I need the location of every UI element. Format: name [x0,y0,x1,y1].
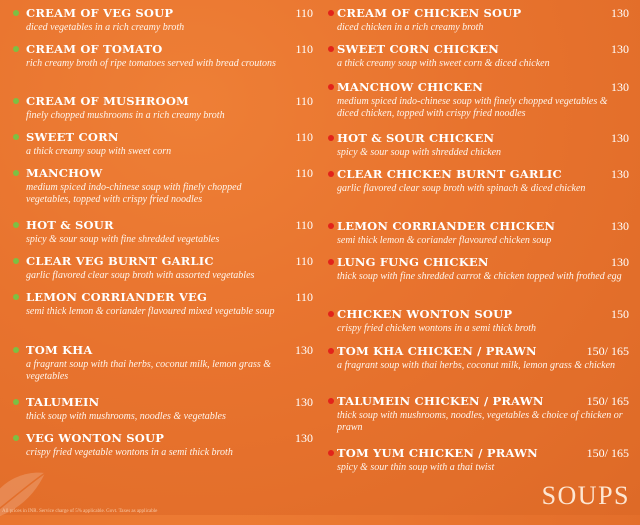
nonveg-indicator-icon [328,171,334,177]
nonveg-indicator-icon [328,46,334,52]
item-description: a fragrant soup with thai herbs, coconut milk, lemon grass & vegetables [26,359,271,382]
veg-indicator-icon [13,170,19,176]
nonveg-indicator-icon [328,311,334,317]
menu-item [0,343,318,383]
item-name: CLEAR VEG BURNT GARLIC [26,254,214,268]
menu-item [0,130,318,158]
item-name: TALUMEIN [26,395,100,409]
menu-item [0,166,318,206]
item-description: crispy fried vegetable wontons in a semi thick broth [26,447,233,458]
menu-item [0,254,318,282]
menu-item [0,218,318,246]
menu-item [320,446,636,474]
item-price: 150/ 165 [586,394,629,408]
item-price: 110 [295,6,313,20]
item-name: TOM YUM CHICKEN / PRAWN [337,446,538,460]
item-name: MANCHOW [26,166,103,180]
item-name: HOT & SOUR CHICKEN [337,131,495,145]
menu-item [0,431,318,459]
nonveg-indicator-icon [328,10,334,16]
item-name: MANCHOW CHICKEN [337,80,483,94]
menu-item [320,394,636,434]
item-price: 150 [611,307,629,321]
veg-indicator-icon [13,399,19,405]
pricing-footnote: All prices in INR. Service charge of 5% applicable. Govt. Taxes as applicable [2,509,158,514]
item-price: 130 [295,395,313,409]
item-description: spicy & sour soup with fine shredded vegetables [26,234,220,245]
item-name: CREAM OF VEG SOUP [26,6,174,20]
item-name: SWEET CORN CHICKEN [337,42,499,56]
item-description: medium spiced indo-chinese soup with finely chopped vegetables & diced chicken, topped with crispy fried noodles [337,96,608,119]
nonveg-indicator-icon [328,223,334,229]
item-name: VEG WONTON SOUP [26,431,165,445]
item-description: diced chicken in a rich creamy broth [337,22,484,33]
item-price: 110 [295,166,313,180]
item-description: finely chopped mushrooms in a rich creamy broth [26,110,225,121]
menu-item [0,395,318,423]
menu-item [320,6,636,34]
menu-item [320,344,636,372]
menu-item [0,42,318,70]
veg-indicator-icon [13,134,19,140]
item-price: 130 [611,219,629,233]
section-title: SOUPS [541,481,630,510]
item-description: semi thick lemon & coriander flavoured mixed vegetable soup [26,306,275,317]
nonveg-indicator-icon [328,348,334,354]
item-description: a thick creamy soup with sweet corn & diced chicken [337,58,550,69]
nonveg-indicator-icon [328,398,334,404]
item-description: spicy & sour soup with shredded chicken [337,147,502,158]
item-price: 110 [295,290,313,304]
item-description: medium spiced indo-chinese soup with finely chopped vegetables, topped with crispy fried noodles [26,182,242,205]
item-price: 130 [611,42,629,56]
item-price: 110 [295,130,313,144]
item-name: CREAM OF TOMATO [26,42,163,56]
veg-indicator-icon [13,294,19,300]
veg-indicator-icon [13,98,19,104]
nonveg-indicator-icon [328,259,334,265]
item-price: 130 [611,131,629,145]
nonveg-indicator-icon [328,135,334,141]
item-price: 130 [611,167,629,181]
item-name: TOM KHA CHICKEN / PRAWN [337,344,537,358]
item-price: 150/ 165 [586,344,629,358]
item-price: 110 [295,42,313,56]
item-name: TOM KHA [26,343,93,357]
item-name: CREAM OF MUSHROOM [26,94,189,108]
menu-item [320,42,636,70]
veg-indicator-icon [13,435,19,441]
veg-indicator-icon [13,10,19,16]
nonveg-indicator-icon [328,84,334,90]
item-description: spicy & sour thin soup with a thai twist [337,462,495,473]
item-name: LEMON CORRIANDER VEG [26,290,208,304]
item-price: 130 [611,6,629,20]
item-description: a thick creamy soup with sweet corn [26,146,172,157]
item-description: diced vegetables in a rich creamy broth [26,22,185,33]
menu-item [0,6,318,34]
item-name: CREAM OF CHICKEN SOUP [337,6,522,20]
menu-item [320,80,636,120]
veg-indicator-icon [13,46,19,52]
menu-item [320,307,636,335]
item-description: thick soup with fine shredded carrot & chicken topped with frothed egg [337,271,622,282]
item-price: 130 [611,80,629,94]
leaf-decoration-icon [0,465,50,525]
item-description: thick soup with mushrooms, noodles & vegetables [26,411,226,422]
item-price: 130 [611,255,629,269]
item-name: SWEET CORN [26,130,119,144]
item-price: 130 [295,431,313,445]
item-description: garlic flavored clear soup broth with spinach & diced chicken [337,183,586,194]
menu-item [320,167,636,195]
item-description: garlic flavored clear soup broth with assorted vegetables [26,270,255,281]
menu-item [320,131,636,159]
menu-item [320,219,636,247]
item-description: rich creamy broth of ripe tomatoes served with bread croutons [26,58,276,69]
item-name: HOT & SOUR [26,218,114,232]
item-price: 150/ 165 [586,446,629,460]
item-price: 130 [295,343,313,357]
item-price: 110 [295,218,313,232]
item-name: CLEAR CHICKEN BURNT GARLIC [337,167,562,181]
item-name: LUNG FUNG CHICKEN [337,255,489,269]
item-description: semi thick lemon & coriander flavoured chicken soup [337,235,552,246]
veg-indicator-icon [13,222,19,228]
item-description: a fragrant soup with thai herbs, coconut milk, lemon grass & chicken [337,360,616,371]
item-name: LEMON CORRIANDER CHICKEN [337,219,556,233]
item-description: thick soup with mushrooms, noodles, vegetables & choice of chicken or prawn [337,410,623,433]
item-name: CHICKEN WONTON SOUP [337,307,513,321]
item-name: TALUMEIN CHICKEN / PRAWN [337,394,544,408]
menu-item [0,94,318,122]
item-description: crispy fried chicken wontons in a semi thick broth [337,323,537,334]
nonveg-indicator-icon [328,450,334,456]
menu-item [320,255,636,283]
item-price: 110 [295,94,313,108]
menu-item [0,290,318,318]
veg-indicator-icon [13,258,19,264]
item-price: 110 [295,254,313,268]
veg-indicator-icon [13,347,19,353]
